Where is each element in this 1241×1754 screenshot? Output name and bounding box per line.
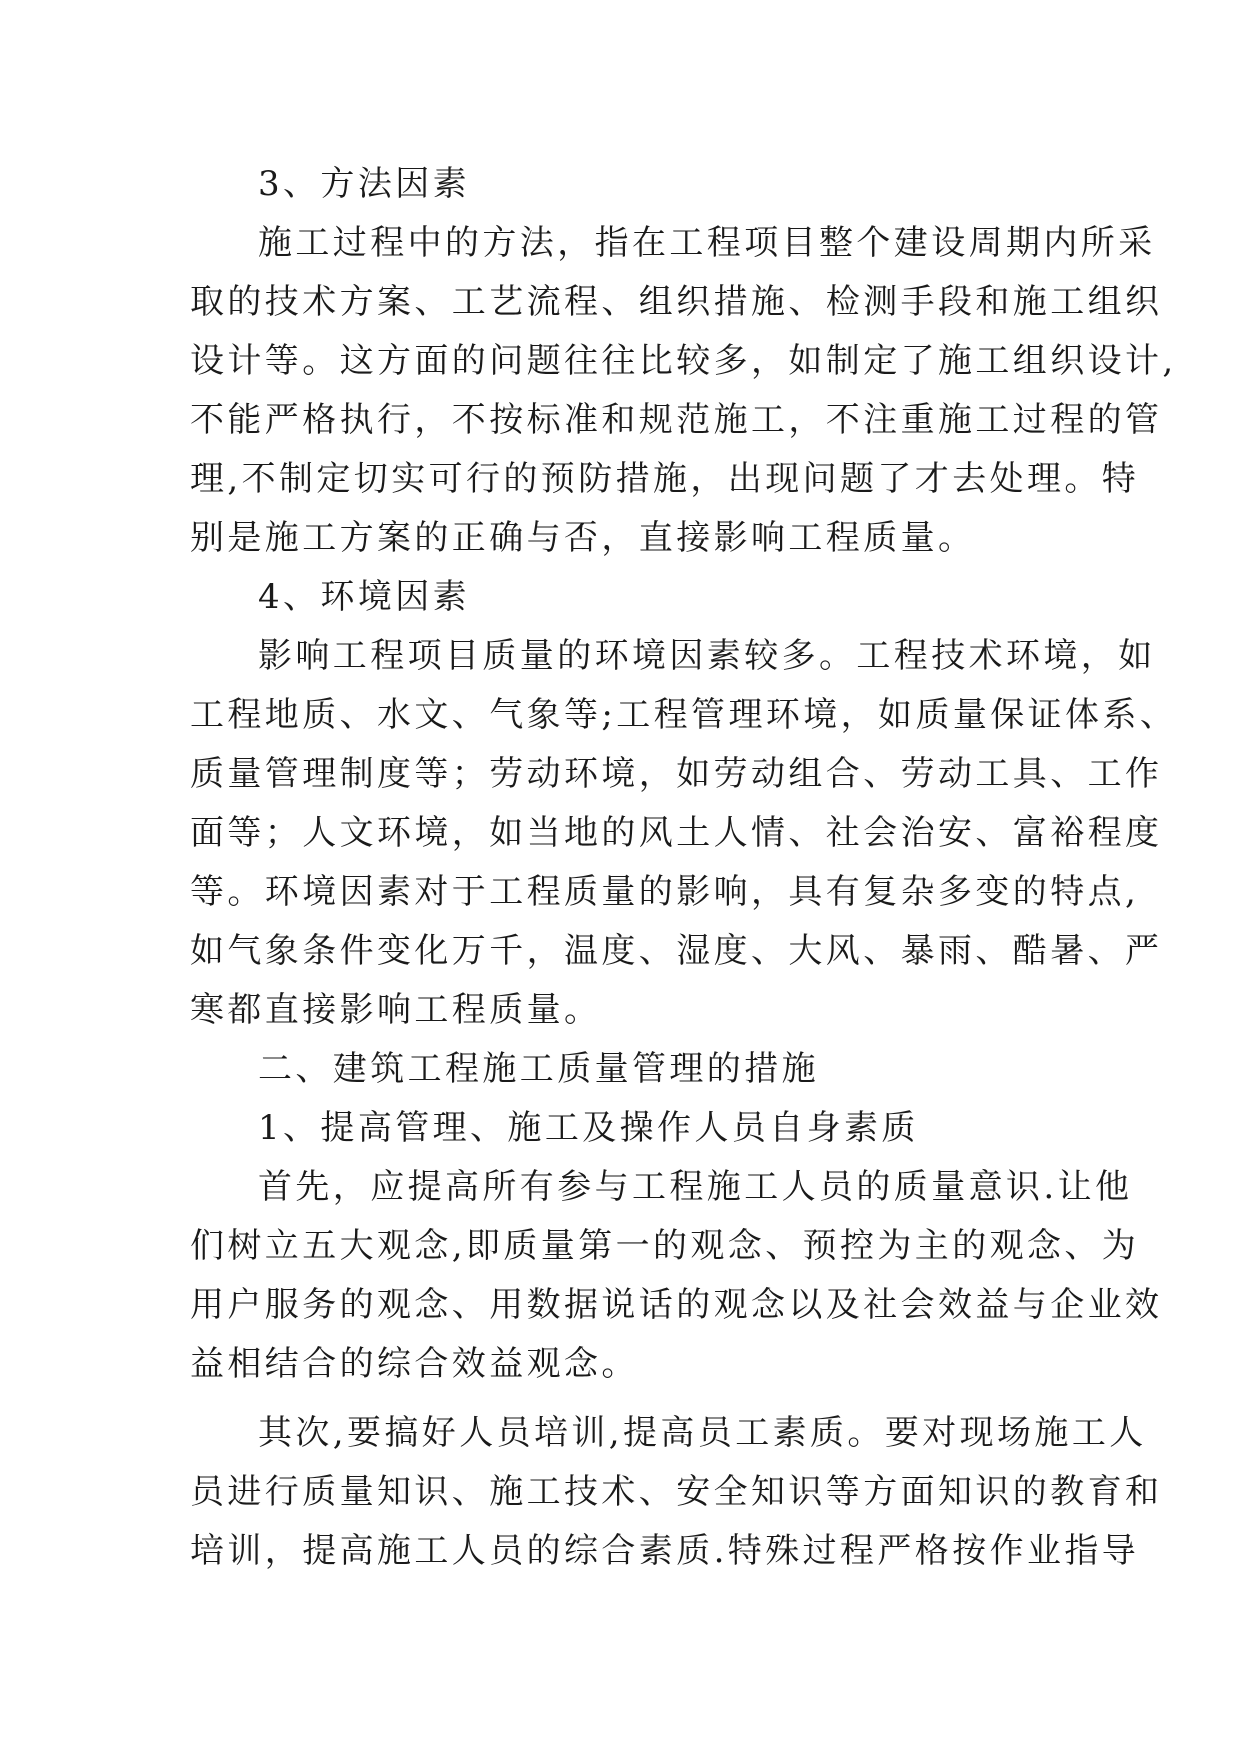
paragraph-line: 工程地质、水文、气象等;工程管理环境，如质量保证体系、 — [190, 695, 1178, 735]
paragraph-line: 其次,要搞好人员培训,提高员工素质。要对现场施工人 — [258, 1413, 1147, 1453]
paragraph-line: 不能严格执行，不按标准和规范施工，不注重施工过程的管 — [190, 400, 1163, 440]
chapter-heading-measures: 二、建筑工程施工质量管理的措施 — [258, 1049, 819, 1089]
paragraph-line: 益相结合的综合效益观念。 — [190, 1344, 639, 1384]
paragraph-line: 别是施工方案的正确与否，直接影响工程质量。 — [190, 518, 976, 558]
paragraph-line: 取的技术方案、工艺流程、组织措施、检测手段和施工组织 — [190, 282, 1163, 322]
paragraph-line: 寒都直接影响工程质量。 — [190, 990, 602, 1030]
section-heading-environment: 4、环境因素 — [258, 577, 471, 617]
document-body — [190, 155, 1178, 1581]
paragraph-line: 等。环境因素对于工程质量的影响，具有复杂多变的特点, — [190, 872, 1140, 912]
paragraph-line: 设计等。这方面的问题往往比较多，如制定了施工组织设计, — [190, 341, 1177, 381]
paragraph-line: 面等；人文环境，如当地的风土人情、社会治安、富裕程度 — [190, 813, 1163, 853]
paragraph-line: 如气象条件变化万千，温度、湿度、大风、暴雨、酷暑、严 — [190, 931, 1163, 971]
paragraph-line: 员进行质量知识、施工技术、安全知识等方面知识的教育和 — [190, 1472, 1163, 1512]
paragraph-line: 们树立五大观念,即质量第一的观念、预控为主的观念、为 — [190, 1226, 1140, 1266]
paragraph-line: 首先，应提高所有参与工程施工人员的质量意识.让他 — [258, 1167, 1133, 1207]
section-heading-personnel: 1、提高管理、施工及操作人员自身素质 — [258, 1108, 919, 1148]
section-heading-method: 3、方法因素 — [258, 164, 471, 204]
paragraph-line: 理,不制定切实可行的预防措施，出现问题了才去处理。特 — [190, 459, 1140, 499]
paragraph-line: 影响工程项目质量的环境因素较多。工程技术环境，如 — [258, 636, 1156, 676]
paragraph-line: 施工过程中的方法，指在工程项目整个建设周期内所采 — [258, 223, 1156, 263]
paragraph-line: 质量管理制度等；劳动环境，如劳动组合、劳动工具、工作 — [190, 754, 1163, 794]
paragraph-line: 用户服务的观念、用数据说话的观念以及社会效益与企业效 — [190, 1285, 1163, 1325]
paragraph-line: 培训，提高施工人员的综合素质.特殊过程严格按作业指导 — [190, 1531, 1140, 1571]
